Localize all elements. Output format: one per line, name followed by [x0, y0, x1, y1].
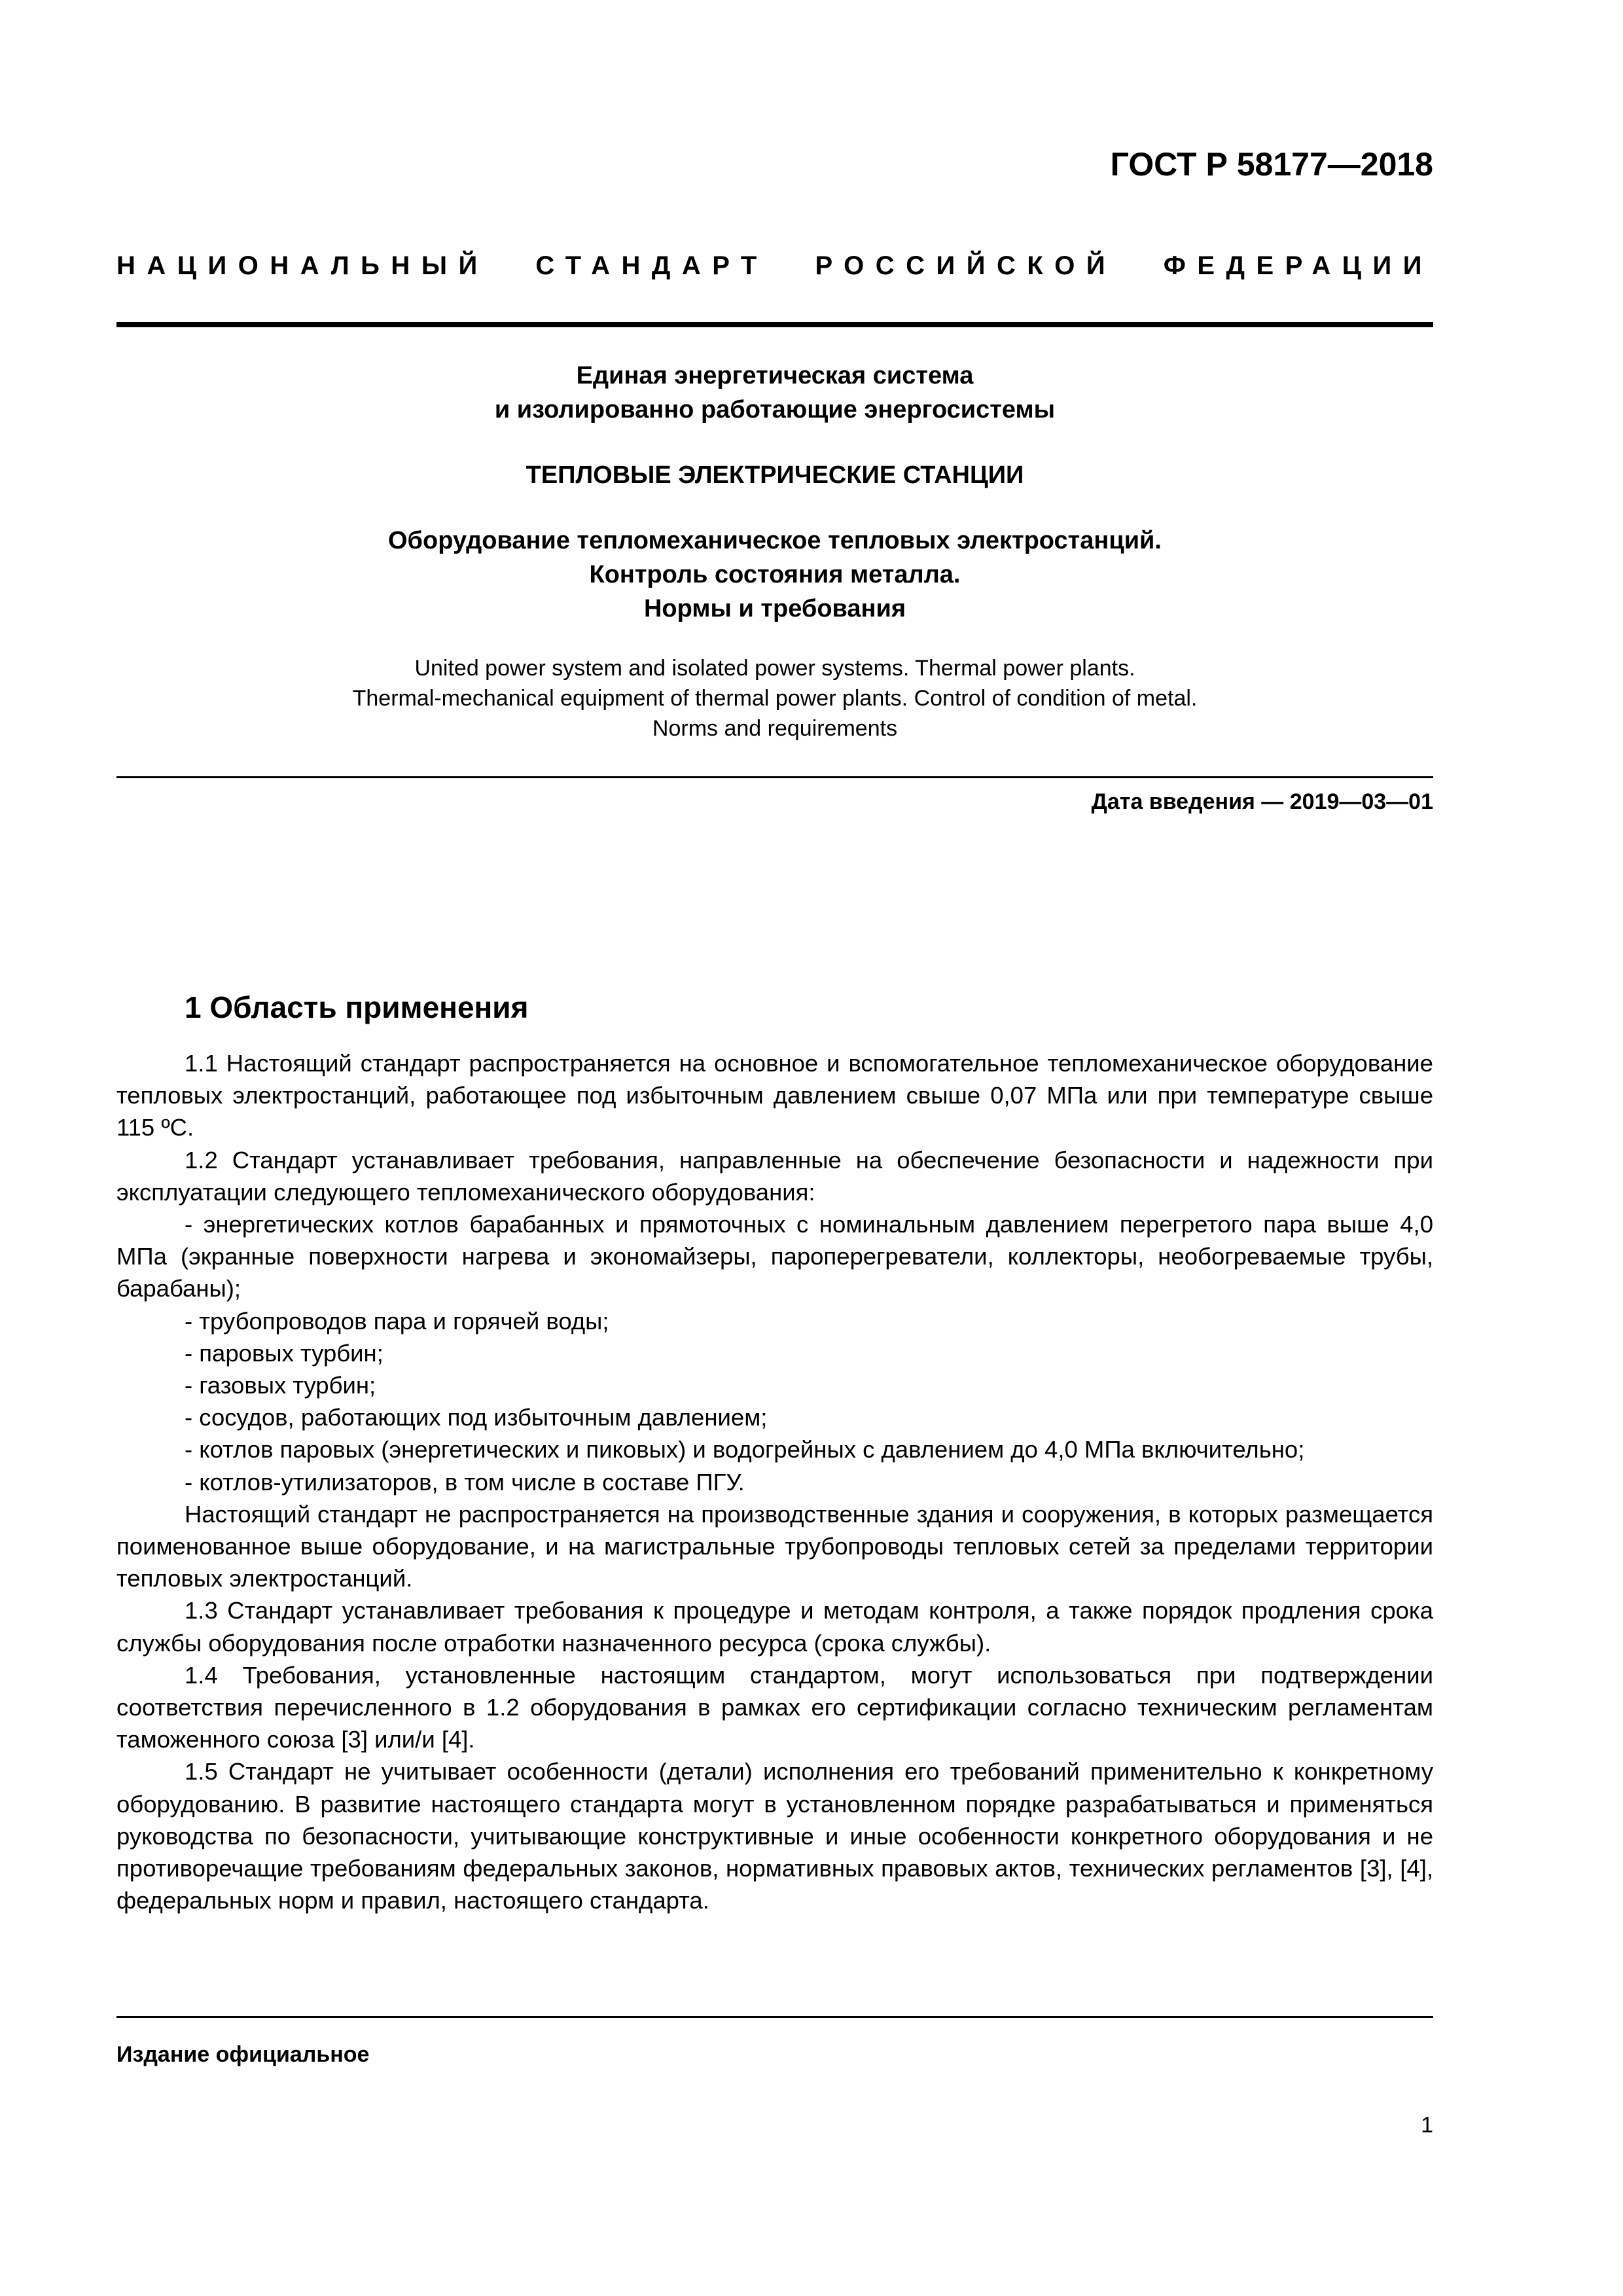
- section-body: [116, 1047, 1433, 1916]
- list-item: - энергетических котлов барабанных и прямоточных с номинальным давлением перегретого пара выше 4,0 МПа (экранные поверхности нагрева и экономайзеры, пароперегреватели, коллекторы, необогреваемые трубы, барабаны);: [116, 1211, 1433, 1302]
- list-item: - котлов-утилизаторов, в том числе в составе ПГУ.: [185, 1468, 745, 1496]
- title-english-line-2: Thermal-mechanical equipment of thermal power plants. Control of condition of metal.: [352, 686, 1198, 711]
- list-item: - сосудов, работающих под избыточным давлением;: [185, 1404, 768, 1431]
- list-item: - трубопроводов пара и горячей воды;: [185, 1307, 609, 1335]
- paragraph: 1.2 Стандарт устанавливает требования, направленные на обеспечение безопасности и надежности при эксплуатации следующего тепломеханического оборудования:: [116, 1146, 1433, 1206]
- title-main: ТЕПЛОВЫЕ ЭЛЕКТРИЧЕСКИЕ СТАНЦИИ: [526, 461, 1024, 489]
- title-sub-line-2: Контроль состояния металла.: [589, 561, 961, 588]
- title-sub-line-3: Нормы и требования: [643, 595, 906, 622]
- national-standard-heading: НАЦИОНАЛЬНЫЙ СТАНДАРТ РОССИЙСКОЙ ФЕДЕРАЦИИ: [116, 251, 1433, 280]
- section-heading: 1 Область применения: [185, 990, 529, 1024]
- page-number: 1: [1421, 2113, 1433, 2138]
- title-sub-line-1: Оборудование тепломеханическое тепловых электростанций.: [388, 527, 1162, 554]
- paragraph: 1.5 Стандарт не учитывает особенности (детали) исполнения его требований применительно к конкретному оборудованию. В развитие настоящего стандарта могут в установленном порядке разрабатываться и применяться руководства по безопасности, учитывающие конструктивные и иные особенности конкретного оборудования и не противоречащие требованиям федеральных законов, нормативных правовых актов, технических регламентов [3], [4], федеральных норм и правил, настоящего стандарта.: [116, 1758, 1433, 1914]
- list-item: - паровых турбин;: [185, 1339, 383, 1367]
- paragraph: 1.1 Настоящий стандарт распространяется на основное и вспомогательное тепломеханическое оборудование тепловых электростанций, работающее под избыточным давлением свыше 0,07 МПа или при температуре свыше 115 ºС.: [116, 1050, 1433, 1141]
- paragraph: 1.3 Стандарт устанавливает требования к процедуре и методам контроля, а также порядок продления срока службы оборудования после отработки назначенного ресурса (срока службы).: [116, 1597, 1433, 1657]
- title-divider: [116, 776, 1433, 778]
- title-english-line-1: United power system and isolated power systems. Thermal power plants.: [414, 656, 1135, 681]
- title-english-line-3: Norms and requirements: [652, 716, 898, 741]
- edition-label: Издание официальное: [116, 2042, 370, 2067]
- paragraph: 1.4 Требования, установленные настоящим стандартом, могут использоваться при подтверждении соответствия перечисленного в 1.2 оборудования в рамках его сертификации согласно техническим регламентам таможенного союза [3] или/и [4].: [116, 1661, 1433, 1753]
- title-group: [116, 359, 1433, 427]
- title-group-line-2: и изолированно работающие энергосистемы: [494, 396, 1056, 423]
- header-divider: [116, 322, 1433, 327]
- title-group-line-1: Единая энергетическая система: [576, 362, 974, 389]
- standard-number: ГОСТ Р 58177—2018: [1110, 146, 1433, 183]
- title-english: [116, 653, 1433, 744]
- footer-divider: [116, 2016, 1433, 2018]
- list-item: - котлов паровых (энергетических и пиковых) и водогрейных с давлением до 4,0 МПа включительно;: [185, 1436, 1305, 1463]
- list-item: - газовых турбин;: [185, 1372, 376, 1399]
- title-sub: [116, 524, 1433, 626]
- introduction-date: Дата введения — 2019—03—01: [1091, 789, 1433, 814]
- paragraph: Настоящий стандарт не распространяется на производственные здания и сооружения, в которых размещается поименованное выше оборудование, и на магистральные трубопроводы тепловых сетей за пределами территории тепловых электростанций.: [116, 1500, 1433, 1592]
